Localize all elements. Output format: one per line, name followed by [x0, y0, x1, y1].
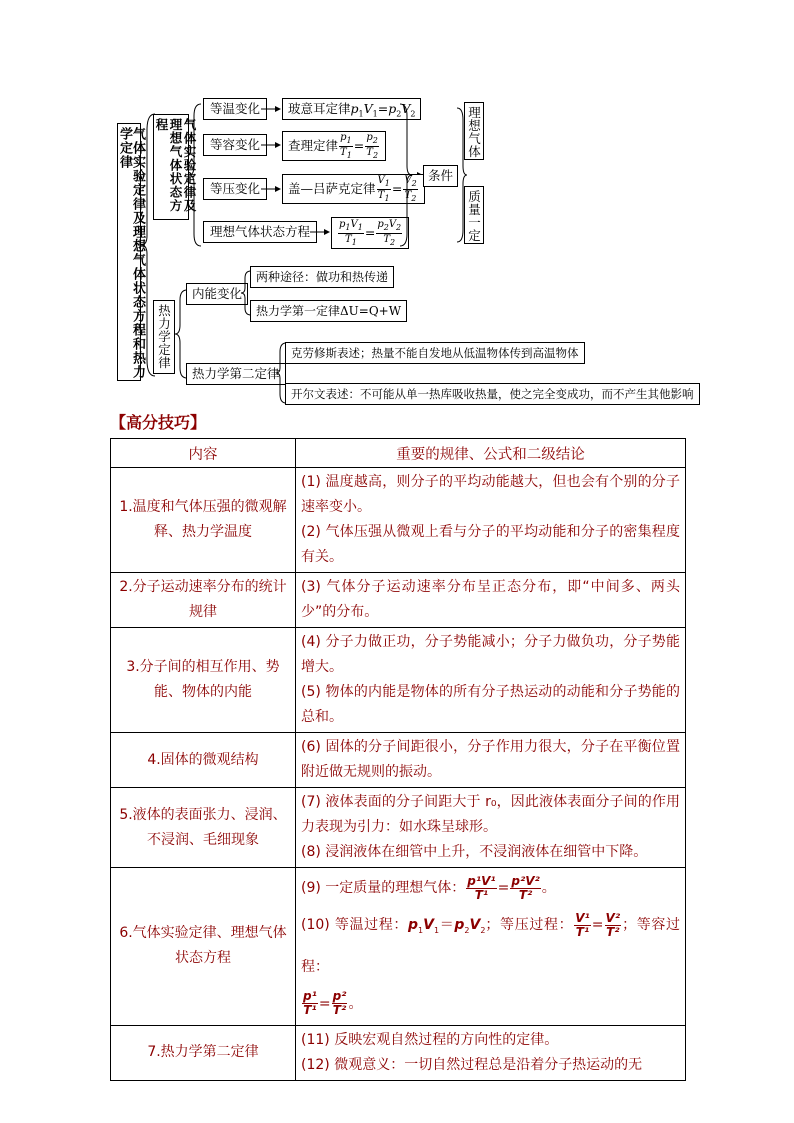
rule-line: (8) 浸润液体在细管中上升，不浸润液体在细管中下降。 [301, 844, 648, 860]
content-cell [296, 1025, 686, 1080]
rule-line-text: ；等压过程： [485, 917, 574, 933]
isochoric-label: 等容变化 [210, 137, 261, 152]
table-row [111, 733, 686, 788]
clausius-label: 克劳修斯表述；热量不能自发地从低温物体传到高温物体 [291, 346, 579, 360]
internal-energy-label: 内能变化 [192, 286, 243, 301]
two-ways-box [250, 266, 394, 288]
rule-line: (4) 分子力做正功，分子势能减小；分子力做负功，分子势能增大。 [301, 634, 680, 675]
boyle-law-name: 玻意耳定律 [288, 101, 351, 116]
rule-line: (11) 反映宏观自然过程的方向性的定律。 [301, 1031, 559, 1048]
table-row [111, 573, 686, 628]
first-law-box [250, 300, 407, 322]
condition-label: 条件 [428, 168, 454, 183]
root-label: 气体实验定律及理想气体状态方程和热力学定律 [117, 127, 145, 379]
rule-line: (5) 物体的内能是物体的所有分子热运动的动能和分子势能的总和。 [301, 684, 680, 725]
rule-line: (9) 一定质量的理想气体： $\frac{\text{p¹V¹}}{\text{T¹}}$ = $\frac{\text{p²V²}}{\text{T²}}$ 。 [301, 873, 556, 902]
rule-line: (1) 温度越高，则分子的平均动能越大，但也会有个别的分子速率变小。 [301, 474, 680, 515]
topic-cell: 1.温度和气体压强的微观解释、热力学温度 [111, 468, 296, 573]
skills-table [110, 438, 686, 1081]
two-ways-label: 两种途径：做功和热传递 [256, 270, 389, 284]
ideal-gas-condition-label: 理想气体 [466, 106, 482, 158]
rule-line: (6) 固体的分子间距很小，分子作用力很大，分子在平衡位置附近做无规则的振动。 [301, 739, 680, 780]
isobaric-label: 等压变化 [210, 181, 261, 196]
topic-cell: 5.液体的表面张力、浸润、不浸润、毛细现象 [111, 788, 296, 868]
gay-lussac-law-name: 盖—吕萨克定律 [288, 181, 376, 196]
fixed-mass-condition-box [464, 186, 484, 244]
clausius-box [285, 342, 585, 364]
isothermal-label: 等温变化 [210, 101, 261, 116]
content-cell [296, 788, 686, 868]
second-law-box [186, 363, 286, 385]
topic-cell: 3.分子间的相互作用、势能、物体的内能 [111, 628, 296, 733]
rule-line-text: ；等容过程： [301, 917, 680, 975]
topic-cell: 2.分子运动速率分布的统计规律 [111, 573, 296, 628]
rule-line: (10) 等温过程：$p_1V_1=p_2V_2$；等压过程： $\frac{\text{V¹}}{\text{T¹}}$ = $\frac{\text{V²}}{\text{T²}}$ ；等容过程： [301, 910, 680, 975]
kelvin-label: 开尔文表述：不可能从单一热库吸收热量，使之完全变成功，而不产生其他影响 [291, 387, 694, 401]
content-cell [296, 628, 686, 733]
gay-lussac-law-box: 盖—吕萨克定律 $\frac{V_1}{T_1}$ = $\frac{V_2}{T_2}$ [282, 174, 425, 204]
rule-line-text: (9) 一定质量的理想气体： [301, 880, 466, 896]
first-law-label: 热力学第一定律ΔU=Q+W [256, 304, 402, 318]
law-brace [398, 100, 420, 250]
topic-cell: 7.热力学第二定律 [111, 1025, 296, 1080]
table-row [111, 868, 686, 1026]
internal-energy-box [186, 283, 248, 305]
charles-law-box: 查理定律 $\frac{p_1}{T_1}$ = $\frac{p_2}{T_2}$ [282, 131, 386, 161]
condition-box [423, 165, 458, 187]
branch2-label: 热力学定律 [156, 304, 172, 369]
rule-line: (7) 液体表面的分子间距大于 r₀，因此液体表面分子间的作用力表现为引力：如水珠呈球形。 [301, 794, 680, 835]
table-row [111, 468, 686, 573]
topic-cell: 6.气体实验定律、理想气体状态方程 [111, 868, 296, 1026]
charles-law-name: 查理定律 [288, 138, 339, 153]
branch2-box [153, 300, 175, 374]
ideal-gas-label: 理想气体状态方程 [210, 224, 311, 239]
content-cell [296, 573, 686, 628]
branch1-label: 气体实验定律及理想气体状态方程 [154, 118, 197, 213]
table-header-row [111, 439, 686, 468]
rule-line: $\frac{\text{p¹}}{\text{T¹}}$ = $\frac{\text{p²}}{\text{T²}}$ 。 [303, 989, 363, 1018]
header-rules: 重要的规律、公式和二级结论 [296, 439, 686, 468]
rule-line: (3) 气体分子运动速率分布呈正态分布，即“中间多、两头少”的分布。 [301, 579, 680, 620]
kelvin-box [285, 383, 700, 405]
second-law-label: 热力学第二定律 [192, 366, 280, 381]
fixed-mass-condition-label: 质量一定 [466, 190, 482, 242]
table-row [111, 788, 686, 868]
section-title: 【高分技巧】 [110, 413, 207, 432]
content-cell [296, 468, 686, 573]
topic-cell: 4.固体的微观结构 [111, 733, 296, 788]
rule-line: (12) 微观意义：一切自然过程总是沿着分子热运动的无 [301, 1056, 643, 1073]
table-row [111, 628, 686, 733]
table-row [111, 1025, 686, 1080]
rule-line-text: (10) 等温过程： [301, 917, 409, 933]
content-cell [296, 733, 686, 788]
ideal-gas-condition-box [464, 102, 484, 160]
content-cell [296, 868, 686, 1026]
boyle-law-box: 玻意耳定律$p_1V_1=p_2V_2$ [282, 98, 421, 120]
header-content: 内容 [111, 439, 296, 468]
ideal-gas-eq-box: $\frac{p_1V_1}{T_1}$ = $\frac{p_2V_2}{T_2}$ [331, 217, 409, 249]
rule-line: (2) 气体压强从微观上看与分子的平均动能和分子的密集程度有关。 [301, 524, 680, 565]
